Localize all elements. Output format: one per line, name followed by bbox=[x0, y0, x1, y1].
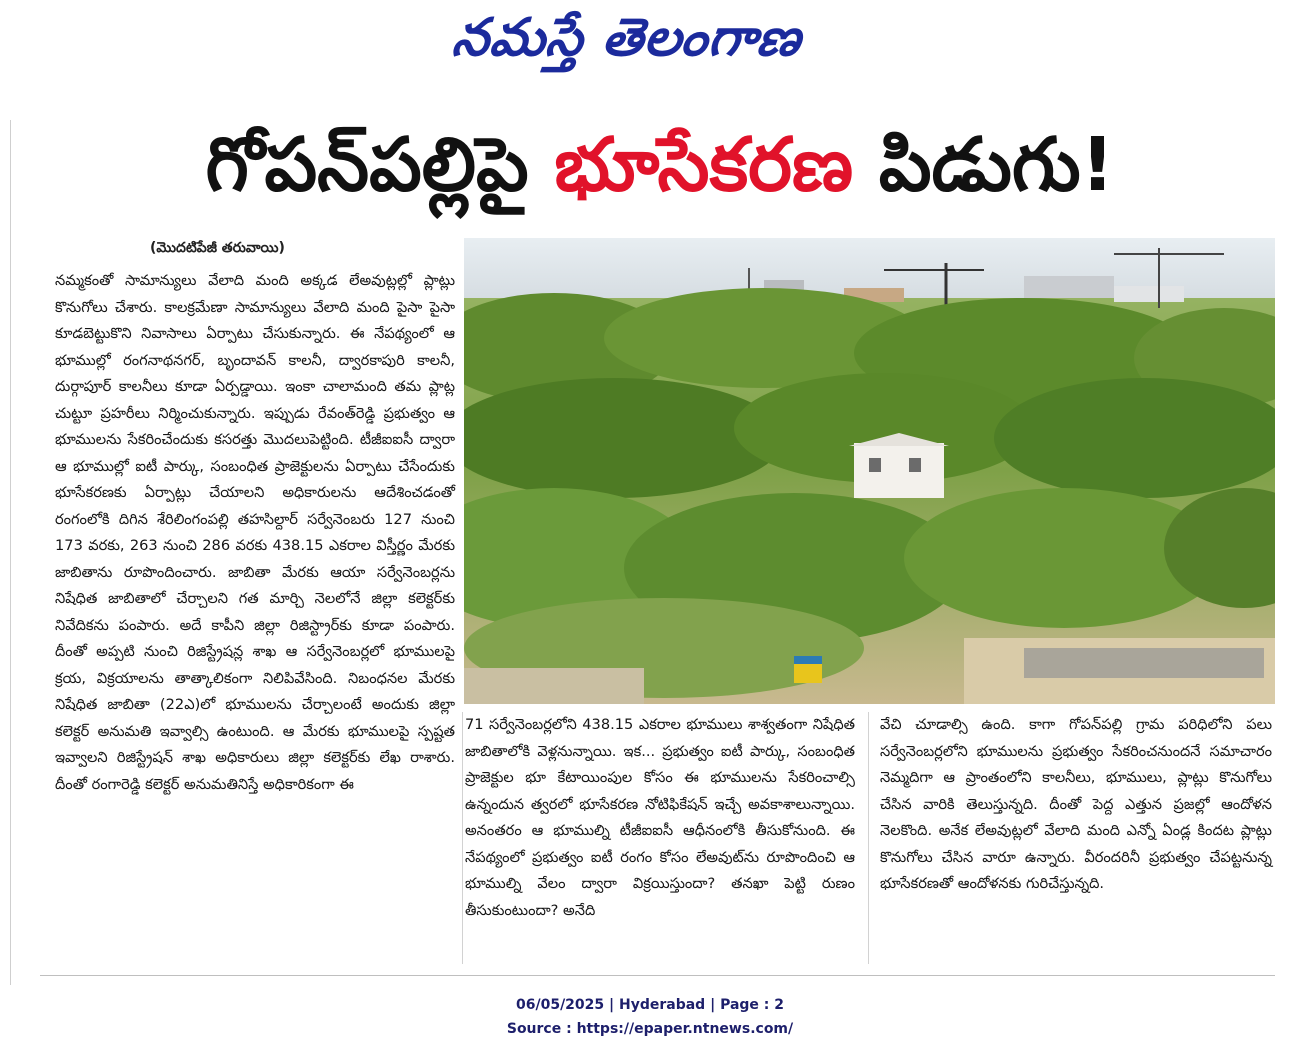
masthead bbox=[0, 0, 1300, 90]
continued-from-label: (మొదటిపేజీ తరువాయి) bbox=[150, 240, 285, 256]
headline bbox=[40, 110, 1280, 220]
landscape-photo bbox=[464, 238, 1275, 704]
bottom-rule bbox=[40, 975, 1275, 976]
article-column-3 bbox=[880, 712, 1272, 898]
page-footer bbox=[0, 993, 1300, 1041]
headline-highlight: భూసేకరణ bbox=[554, 122, 854, 208]
headline-part-3: పిడుగు! bbox=[853, 122, 1115, 208]
left-margin-rule bbox=[10, 120, 11, 985]
footer-source-link[interactable]: Source : https://epaper.ntnews.com/ bbox=[506, 1021, 794, 1037]
article-column-2 bbox=[465, 712, 855, 924]
column-separator bbox=[868, 712, 869, 964]
article-photo bbox=[464, 238, 1275, 704]
headline-part-1: గోపన్‌పల్లిపై bbox=[205, 122, 555, 208]
column-1-text: నమ్మకంతో సామాన్యులు వేలాది మంది అక్కడ లేఅవుట్లల్లో ప్లాట్లు కొనుగోలు చేశారు. కాలక్రమేణా సామాన్యులు వేలాది మంది పైసా పైసా కూడబెట్టుకొని నివాసాలు ఏర్పాటు చేసుకున్నారు. ఈ నేపథ్యంలో ఆ భూముల్లో రంగనాథనగర్, బృందావన్ కాలనీ, ద్వారకాపురి కాలనీ, దుర్గాపూర్ కాలనీలు కూడా ఏర్పడ్డాయి. ఇంకా చాలామంది తమ ప్లాట్ల చుట్టూ ప్రహరీలు నిర్మించుకున్నారు. ఇప్పుడు రేవంత్‌రెడ్డి ప్రభుత్వం ఆ భూములను సేకరించేందుకు కసరత్తు మొదలుపెట్టింది. టీజీఐఐసీ ద్వారా ఆ భూముల్లో ఐటీ పార్కు, సంబంధిత ప్రాజెక్టులను ఏర్పాటు చేసేందుకు భూసేకరణకు ఏర్పాట్లు చేయాలని అధికారులను ఆదేశించడంతో రంగంలోకి దిగిన శేరిలింగంపల్లి తహసిల్దార్ సర్వేనెంబరు 127 నుంచి 173 వరకు, 263 నుంచి 286 వరకు 438.15 ఎకరాల విస్తీర్ణం మేరకు జాబితాను రూపొందించారు. జాబితా మేరకు ఆయా సర్వేనెంబర్లను నిషేధిత జాబితాలో చేర్చాలని గత మార్చి నెలలోనే జిల్లా కలెక్టర్‌కు నివేదికను పంపారు. అదే కాపీని జిల్లా రిజిస్ట్రార్‌కు కూడా పంపారు. దీంతో అప్పటి నుంచి రిజిస్ట్రేషన్ల శాఖ ఆ సర్వేనెంబర్లలో భూములపై క్రయ, విక్రయాలను తాత్కాలికంగా నిలిపివేసింది. నిబంధనల మేరకు నిషేధిత జాబితా (22ఎ)లో భూములను చేర్చాలంటే అందుకు జిల్లా కలెక్టర్ అనుమతి ఇవ్వాల్సి ఉంటుంది. ఆ మేరకు భూములపై స్పష్టత ఇవ్వాలని రిజిస్ట్రేషన్ శాఖ అధికారులు జిల్లా కలెక్టర్‌కు లేఖ రాశారు. దీంతో రంగారెడ్డి కలెక్టర్ అనుమతినిస్తే అధికారికంగా ఈ bbox=[55, 272, 455, 793]
column-2-text: 71 సర్వేనెంబర్లలోని 438.15 ఎకరాల భూములు శాశ్వతంగా నిషేధిత జాబితాలోకి వెళ్లనున్నాయి. ఇక... ప్రభుత్వం ఐటీ పార్కు, సంబంధిత ప్రాజెక్టుల భూ కేటాయింపుల కోసం ఈ భూములను సేకరించాల్సి ఉన్నందున త్వరలో భూసేకరణ నోటిఫికేషన్ ఇచ్చే అవకాశాలున్నాయి. అనంతరం ఆ భూముల్ని టీజీఐఐసీ ఆధీనంలోకి తీసుకోనుంది. ఈ నేపథ్యంలో ప్రభుత్వం ఐటీ రంగం కోసం లేఅవుట్‌ను రూపొందించి ఆ భూముల్ని వేలం ద్వారా విక్రయిస్తుందా? తనఖా పెట్టి రుణం తీసుకుంటుందా? అనేది bbox=[465, 716, 855, 919]
footer-date-line: 06/05/2025 | Hyderabad | Page : 2 bbox=[515, 997, 785, 1013]
column-3-text: వేచి చూడాల్సి ఉంది. కాగా గోపన్‌పల్లి గ్రామ పరిధిలోని పలు సర్వేనెంబర్లలోని భూములను ప్రభుత్వం సేకరించనుందనే సమాచారం నెమ్మదిగా ఆ ప్రాంతంలోని కాలనీలు, భూములు, ప్లాట్లు కొనుగోలు చేసిన వారికి తెలుస్తున్నది. దీంతో పెద్ద ఎత్తున ప్రజల్లో ఆందోళన నెలకొంది. అనేక లేఅవుట్లలో వేలాది మంది ఎన్నో ఏండ్ల కిందట ప్లాట్లు కొనుగోలు చేసిన వారూ ఉన్నారు. వీరందరినీ ప్రభుత్వం చేపట్టనున్న భూసేకరణతో ఆందోళనకు గురిచేస్తున్నది. bbox=[880, 716, 1272, 892]
newspaper-logo: నమస్తే తెలంగాణ bbox=[449, 8, 805, 68]
column-separator bbox=[462, 712, 463, 964]
article-column-1 bbox=[55, 268, 455, 798]
